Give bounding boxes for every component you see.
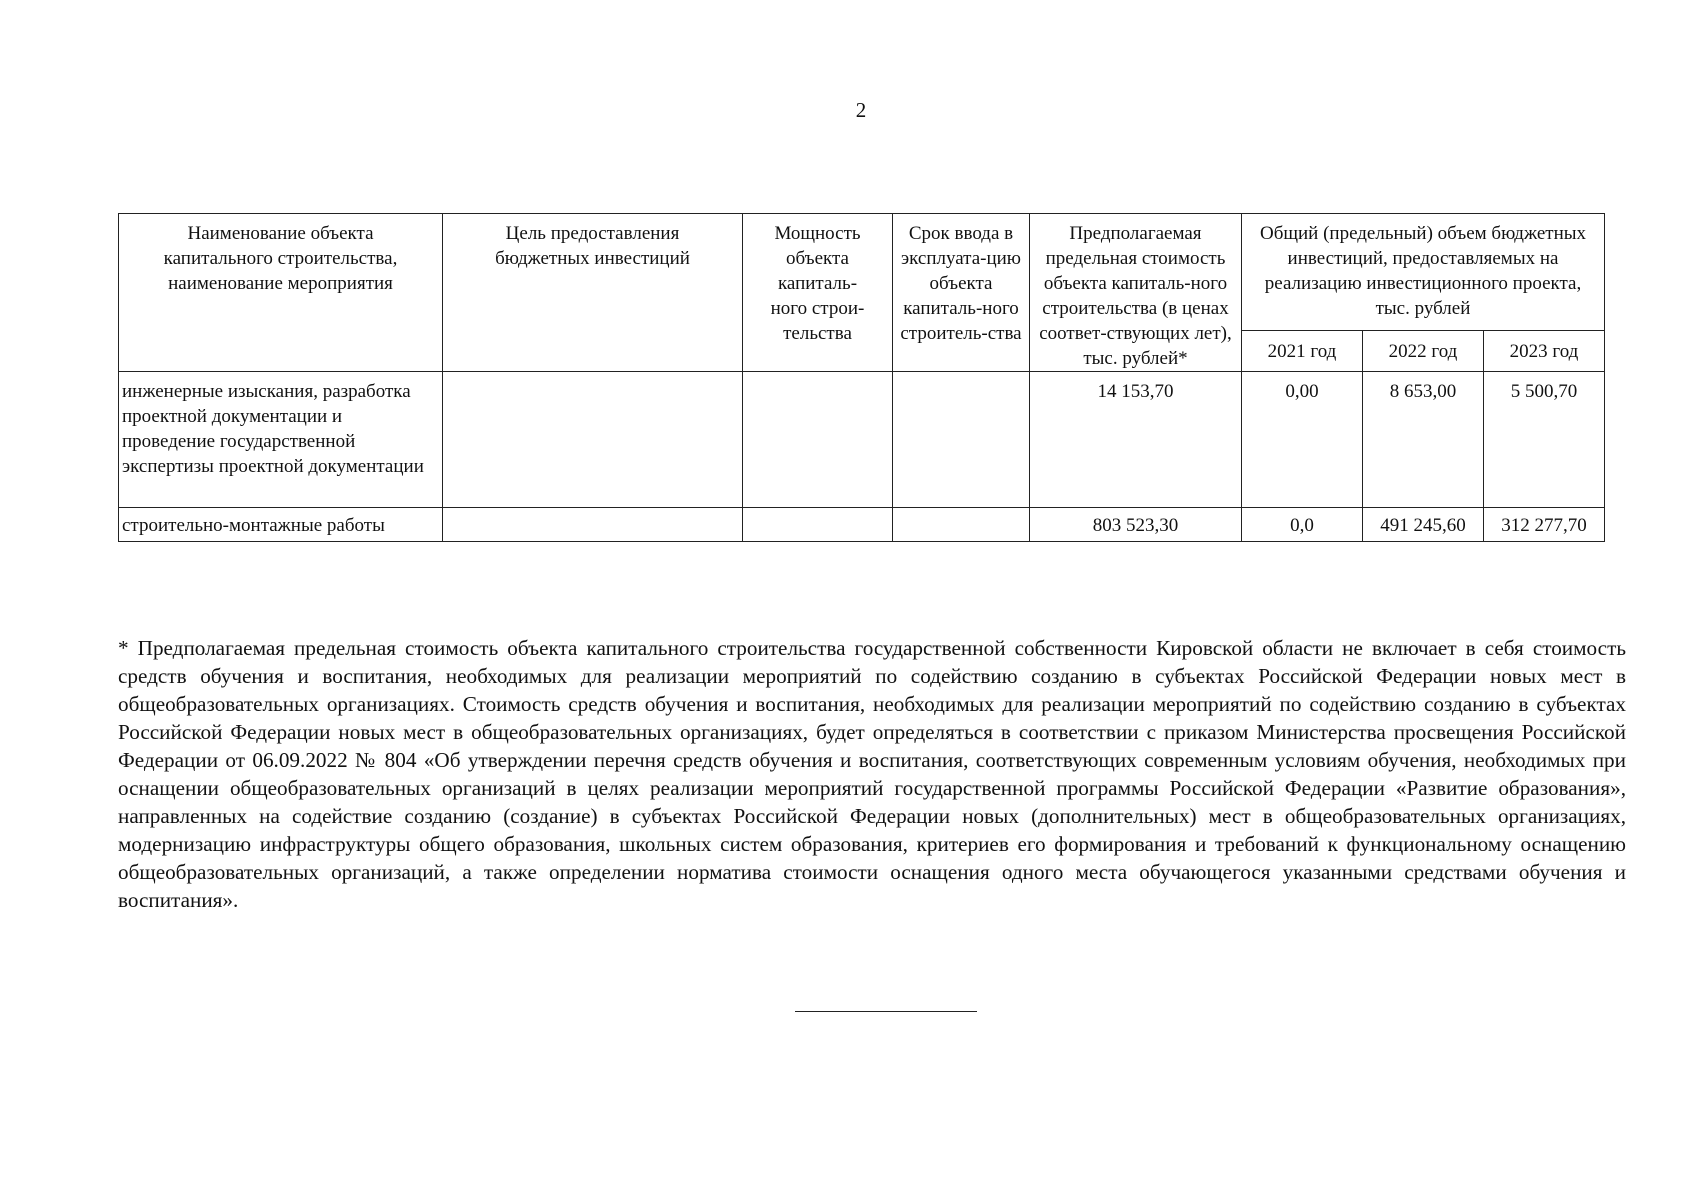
header-total-investment: Общий (предельный) объем бюджетных инвестиций, предоставляемых на реализацию инвестиционного проекта, тыс. рублей (1242, 214, 1605, 331)
cell-2022: 491 245,60 (1363, 508, 1484, 542)
table-row (119, 372, 1605, 508)
header-year-2022: 2022 год (1363, 331, 1484, 372)
header-year-2021: 2021 год (1242, 331, 1363, 372)
cell-goal (443, 372, 743, 508)
table-header-row (119, 214, 1605, 331)
footnote-text: * Предполагаемая предельная стоимость объекта капитального строительства государственной собственности Кировской области не включает в себя стоимость средств обучения и воспитания, необходимых для реализации мероприятий по содействию созданию в субъектах Российской Федерации новых мест в общеобразовательных организациях. Стоимость средств обучения и воспитания, необходимых для реализации мероприятий по содействию созданию в субъектах Российской Федерации новых мест в общеобразовательных организациях, будет определяться в соответствии с приказом Министерства просвещения Российской Федерации от 06.09.2022 № 804 «Об утверждении перечня средств обучения и воспитания, соответствующих современным условиям обучения, необходимых при оснащении общеобразовательных организаций в целях реализации мероприятий государственной программы Российской Федерации «Развитие образования», направленных на содействие созданию (создание) в субъектах Российской Федерации новых (дополнительных) мест в общеобразовательных организациях, модернизацию инфраструктуры общего образования, школьных систем образования, критериев его формирования и требований к функциональному оснащению общеобразовательных организаций, а также определении норматива стоимости оснащения одного места обучающегося указанными средствами обучения и воспитания». (118, 636, 1626, 912)
cell-goal (443, 508, 743, 542)
cell-2023: 5 500,70 (1484, 372, 1605, 508)
header-object-name: Наименование объекта капитального строительства, наименование мероприятия (119, 214, 443, 372)
table-row (119, 508, 1605, 542)
header-goal: Цель предоставления бюджетных инвестиций (443, 214, 743, 372)
end-divider-line (795, 1011, 977, 1012)
cell-2021: 0,00 (1242, 372, 1363, 508)
cell-2022: 8 653,00 (1363, 372, 1484, 508)
cell-term (893, 372, 1030, 508)
budget-investment-table (118, 213, 1605, 542)
header-capacity: Мощность объекта капиталь-ного строи-тельства (743, 214, 893, 372)
cell-object-name: инженерные изыскания, разработка проектной документации и проведение государственной экспертизы проектной документации (119, 372, 443, 508)
cell-object-name: строительно-монтажные работы (119, 508, 443, 542)
cell-2021: 0,0 (1242, 508, 1363, 542)
header-estimated-cost: Предполагаемая предельная стоимость объекта капиталь-ного строительства (в ценах соответ-ствующих лет), тыс. рублей* (1030, 214, 1242, 372)
header-commissioning-term: Срок ввода в эксплуата-цию объекта капиталь-ного строитель-ства (893, 214, 1030, 372)
cell-term (893, 508, 1030, 542)
page-number: 2 (855, 98, 867, 122)
cell-cost: 14 153,70 (1030, 372, 1242, 508)
cell-capacity (743, 508, 893, 542)
header-year-2023: 2023 год (1484, 331, 1605, 372)
cell-capacity (743, 372, 893, 508)
cell-2023: 312 277,70 (1484, 508, 1605, 542)
cell-cost: 803 523,30 (1030, 508, 1242, 542)
